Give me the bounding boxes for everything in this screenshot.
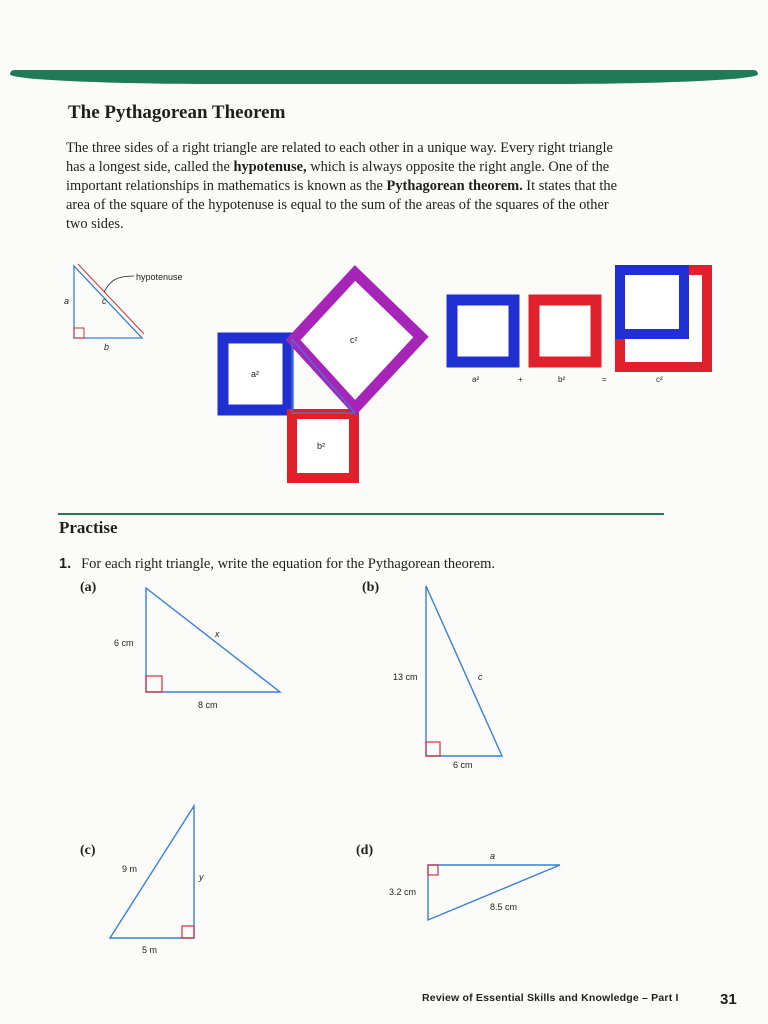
triangle-a-outline bbox=[146, 588, 280, 692]
triangle-d-side-a: a bbox=[490, 851, 496, 861]
eq-square-a bbox=[452, 300, 514, 362]
triangle-b-right-angle bbox=[426, 742, 440, 756]
hypotenuse-highlight bbox=[78, 264, 144, 334]
intro-paragraph bbox=[66, 139, 618, 234]
triangle-c bbox=[100, 802, 215, 957]
hypotenuse-term: hypotenuse, bbox=[233, 159, 307, 175]
triangle-a-side-x: x bbox=[215, 629, 220, 639]
squares-on-sides-figure bbox=[215, 265, 430, 485]
a-squared-label: a² bbox=[251, 369, 260, 379]
header-band bbox=[10, 70, 758, 84]
triangle-b-side-6: 6 cm bbox=[453, 760, 473, 770]
triangle-b-side-13: 13 cm bbox=[393, 672, 418, 682]
triangle-a-side-8: 8 cm bbox=[198, 700, 218, 710]
triangle-c-side-y: y bbox=[199, 872, 204, 882]
part-b-label: (b) bbox=[362, 580, 380, 595]
part-a-label: (a) bbox=[80, 580, 97, 595]
triangle-a-side-6: 6 cm bbox=[114, 638, 134, 648]
b-squared-label: b² bbox=[317, 441, 326, 451]
section-rule bbox=[58, 513, 664, 515]
footer-text: Review of Essential Skills and Knowledge – Part I bbox=[422, 992, 679, 1004]
triangle-c-side-5: 5 m bbox=[142, 945, 158, 955]
practise-heading: Practise bbox=[59, 518, 118, 537]
part-d-label: (d) bbox=[356, 843, 374, 858]
eq-square-c-outer bbox=[620, 270, 707, 367]
triangle-c-side-9: 9 m bbox=[122, 864, 138, 874]
labeled-right-triangle-figure bbox=[58, 262, 218, 358]
question-number: 1. bbox=[59, 556, 72, 572]
triangle-b-outline bbox=[426, 586, 502, 756]
triangle-a bbox=[108, 582, 293, 712]
page-number: 31 bbox=[720, 991, 737, 1008]
triangle-b-side-c: c bbox=[478, 672, 483, 682]
triangle-a-right-angle bbox=[146, 676, 162, 692]
eq-square-b bbox=[534, 300, 596, 362]
triangle-c-right-angle bbox=[182, 926, 194, 938]
triangle-d-side-8-5: 8.5 cm bbox=[490, 902, 518, 912]
triangle-d-side-3-2: 3.2 cm bbox=[389, 887, 417, 897]
intro-text-1: The three sides of a right triangle are related to each other in a unique way. Every right triangle has a longest side, called the bbox=[66, 140, 613, 175]
intro-text-3: It states that the area of the square of the hypotenuse is equal to the sum of the areas of the squares of the other two sides. bbox=[66, 178, 618, 232]
area-equation-figure bbox=[444, 262, 716, 392]
side-c-label: c bbox=[102, 296, 107, 306]
section-title: The Pythagorean Theorem bbox=[68, 102, 286, 123]
triangle-d bbox=[384, 848, 569, 928]
triangle-b bbox=[386, 582, 516, 774]
theorem-term: Pythagorean theorem. bbox=[386, 178, 523, 194]
triangle-outline bbox=[74, 266, 142, 338]
question-1 bbox=[59, 556, 495, 573]
c-squared-label: c² bbox=[350, 335, 358, 345]
eq-b-squared: b² bbox=[558, 375, 566, 384]
eq-plus: + bbox=[518, 375, 523, 384]
right-angle-mark bbox=[74, 328, 84, 338]
eq-equals: = bbox=[602, 375, 607, 384]
side-a-label: a bbox=[64, 296, 70, 306]
side-b-label: b bbox=[104, 342, 110, 352]
eq-c-squared: c² bbox=[656, 375, 663, 384]
triangle-d-right-angle bbox=[428, 865, 438, 875]
eq-a-squared: a² bbox=[472, 375, 480, 384]
part-c-label: (c) bbox=[80, 843, 96, 858]
question-text: For each right triangle, write the equation for the Pythagorean theorem. bbox=[81, 556, 496, 572]
hypotenuse-label: hypotenuse bbox=[136, 272, 183, 282]
hypotenuse-pointer bbox=[104, 276, 134, 292]
intro-text-2: which is always opposite the right angle. One of the important relationships in mathematics is known as the bbox=[66, 159, 610, 194]
